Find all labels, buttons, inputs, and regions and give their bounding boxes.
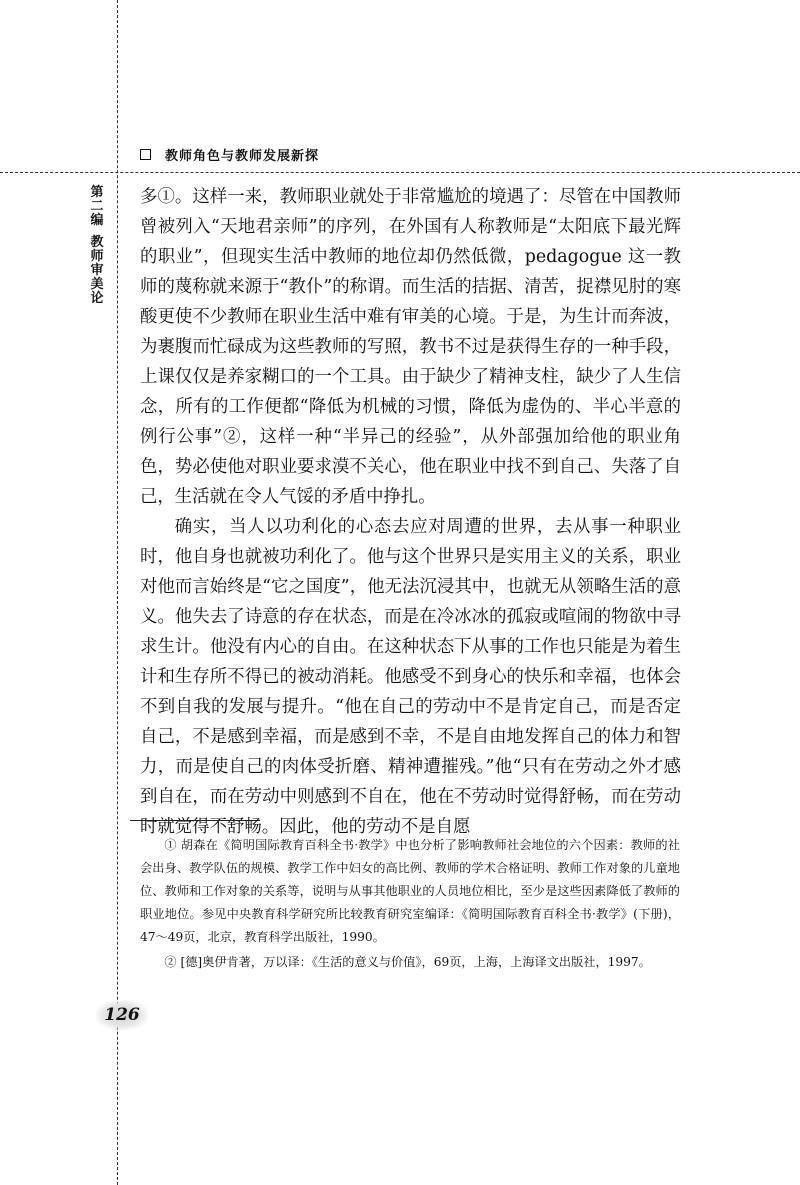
footnote: ① 胡森在《简明国际教育百科全书·教学》中也分析了影响教师社会地位的六个因素：教师的社会出身、教学队伍的规模、教学工作中妇女的高比例、教师的学术合格证明、教师工作对象的儿童地位、教师和工作对象的关系等，说明与从事其他职业的人员地位相比，至少是这些因素降低了教师的职业地位。参见中央教育科学研究所比较教育研究室编译：《简明国际教育百科全书·教学》(下册)，47～49页，北京，教育科学出版社，1990。	[140, 838, 680, 944]
side-tab-part: 第二编	[90, 185, 104, 228]
footnote: ② [德]奥伊肯著，万以译：《生活的意义与价值》，69页，上海，上海译文出版社，1997。	[164, 955, 651, 969]
running-head	[140, 145, 319, 164]
side-tab-title: 教师审美论	[90, 235, 104, 306]
square-icon	[140, 149, 151, 160]
side-tab	[88, 186, 106, 306]
fold-line	[0, 172, 800, 173]
paragraph: 确实，当人以功利化的心态去应对周遭的世界，去从事一种职业时，他自身也就被功利化了。他与这个世界只是实用主义的关系，职业对他而言始终是“它之国度”，他无法沉浸其中，也就无从领略生活的意义。他失去了诗意的存在状态，而是在冷冰冰的孤寂或喧闹的物欲中寻求生计。他没有内心的自由。在这种状态下从事的工作也只能是为着生计和生存所不得已的被动消耗。他感受不到身心的快乐和幸福，也体会不到自我的发展与提升。“他在自己的劳动中不是肯定自己，而是否定自己，不是感到幸福，而是感到不幸，不是自由地发挥自己的体力和智力，而是使自己的肉体受折磨、精神遭摧残。”他“只有在劳动之外才感到自在，而在劳动中则感到不自在，他在不劳动时觉得舒畅，而在劳动时就觉得不舒畅。因此，他的劳动不是自愿	[140, 517, 681, 837]
running-head-title: 教师角色与教师发展新探	[165, 149, 320, 164]
body-text	[140, 182, 681, 842]
page-number: 126	[96, 1000, 148, 1030]
footnote-rule	[130, 820, 260, 821]
paragraph: 多①。这样一来，教师职业就处于非常尴尬的境遇了：尽管在中国教师曾被列入“天地君亲师”的序列，在外国有人称教师是“太阳底下最光辉的职业”，但现实生活中教师的地位却仍然低微，pedagogue 这一教师的蔑称就来源于“教仆”的称谓。而生活的拮据、清苦，捉襟见肘的寒酸更使不少教师在职业生活中难有审美的心境。于是，为生计而奔波，为裹腹而忙碌成为这些教师的写照，教书不过是获得生存的一种手段，上课仅仅是养家糊口的一个工具。由于缺少了精神支柱，缺少了人生信念，所有的工作便都“降低为机械的习惯，降低为虚伪的、半心半意的例行公事”②，这样一种“半异己的经验”，从外部强加给他的职业角色，势必使他对职业要求漠不关心，他在职业中找不到自己、失落了自己，生活就在令人气馁的矛盾中挣扎。	[140, 187, 681, 507]
footnotes	[140, 834, 680, 976]
